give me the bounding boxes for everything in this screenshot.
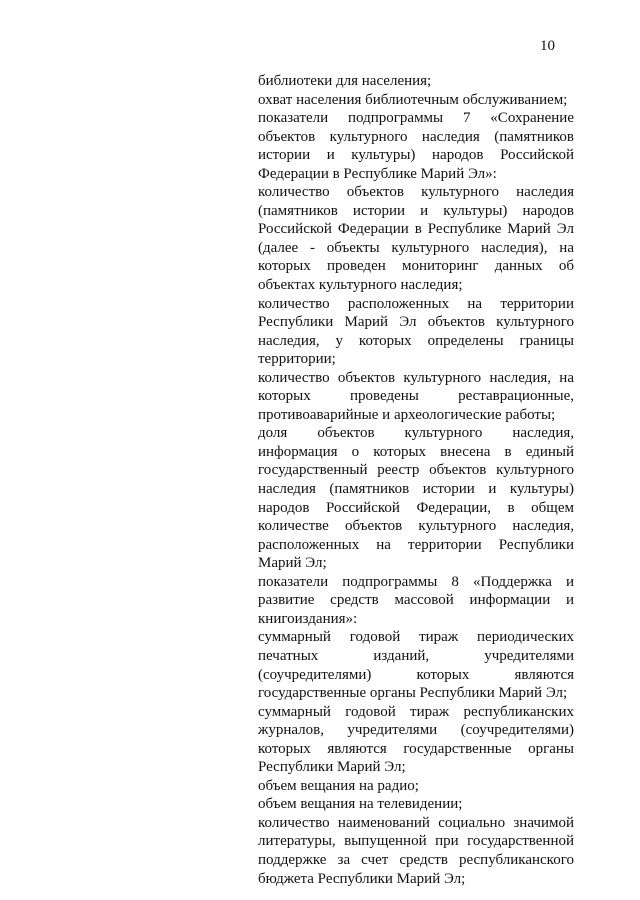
paragraph: количество расположенных на территории Республики Марий Эл объектов культурного наследия, у которых определены границы территории; [258,295,574,368]
paragraph: количество наименований социально значимой литературы, выпущенной при государственной поддержке за счет средств республиканского бюджета Республики Марий Эл; [258,814,574,887]
paragraph: объем вещания на телевидении; [258,796,463,813]
paragraph: объем вещания на радио; [258,777,419,794]
paragraph: доля объектов культурного наследия, информация о которых внесена в единый государственный реестр объектов культурного наследия (памятников истории и культуры) народов Российской Федерации, в общем количестве объектов культурного наследия, расположенных на территории Республики Марий Эл; [258,425,574,572]
paragraph: охват населения библиотечным обслуживанием; [258,91,568,108]
paragraph: количество объектов культурного наследия (памятников истории и культуры) народов Российской Федерации в Республике Марий Эл (далее - объекты культурного наследия), на которых проведен мониторинг данных об объектах культурного наследия; [258,184,574,294]
paragraph: суммарный годовой тираж периодических печатных изданий, учредителями (соучредителями) которых являются государственные органы Республики Марий Эл; [258,629,574,702]
paragraph: показатели подпрограммы 7 «Сохранение объектов культурного наследия (памятников истории и культуры) народов Российской Федерации в Республике Марий Эл»: [258,110,574,182]
paragraph: показатели подпрограммы 8 «Поддержка и развитие средств массовой информации и книгоиздания»: [258,573,574,627]
paragraph: суммарный годовой тираж республиканских журналов, учредителями (соучредителями) которых являются государственные органы Республики Марий Эл; [258,703,574,776]
document-body [258,72,574,888]
paragraph: библиотеки для населения; [258,73,432,89]
paragraph: количество объектов культурного наследия, на которых проведены реставрационные, противоаварийные и археологические работы; [258,369,574,423]
page-number: 10 [540,38,555,54]
